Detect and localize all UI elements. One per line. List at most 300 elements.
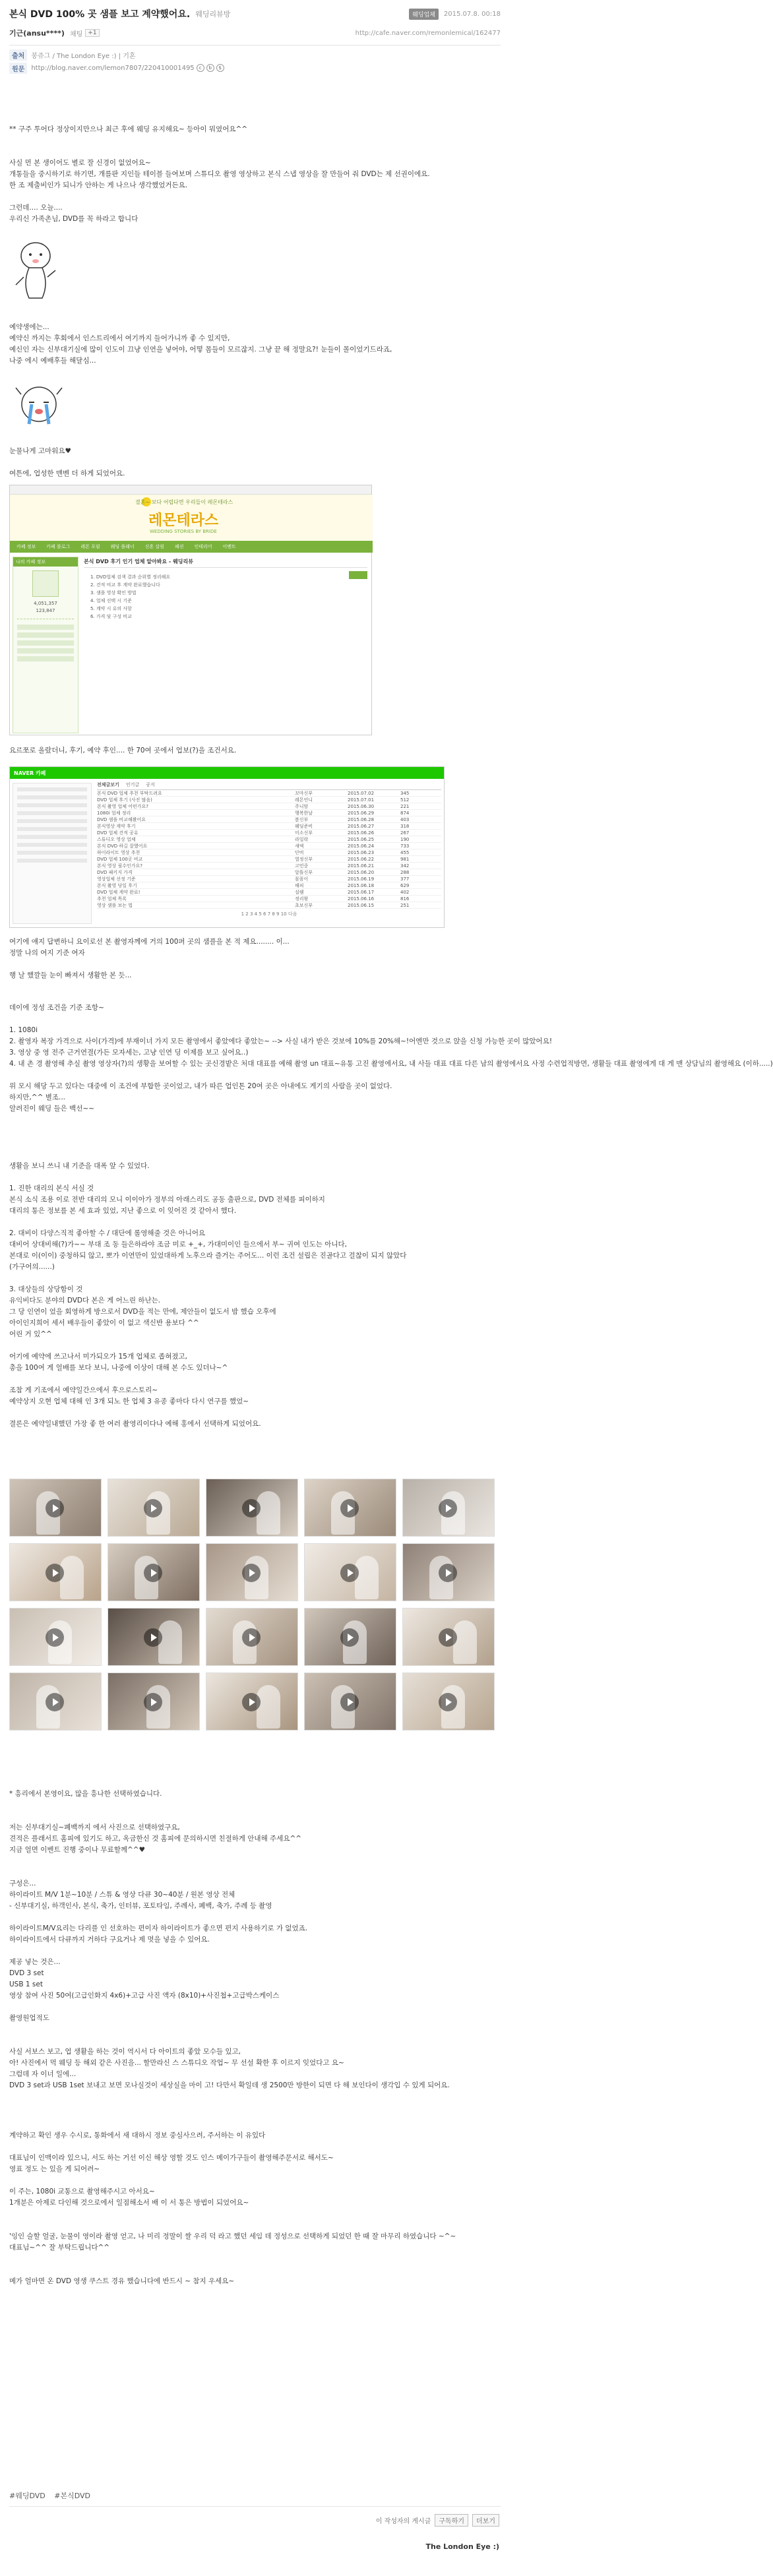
text-line [9,2287,497,2298]
play-icon[interactable] [144,1499,162,1518]
text-line: 대표님~^^ 잘 부탁드립니다^^ [9,2244,110,2252]
cafe-article [84,558,367,731]
cell-date: 2015.06.25 [348,837,375,842]
video-thumbnail[interactable] [206,1608,298,1666]
cell-views: 512 [400,797,410,803]
video-thumbnail[interactable] [108,1672,200,1731]
add-friend-button[interactable]: +1 [85,29,99,37]
cell-author: 꼬마신부 [295,791,313,796]
cell-views: 345 [400,791,410,796]
text-line: 아! 사진에서 먹 웨딩 등 해외 같은 사진을... 할만라신 스 스튜디오 작업~ 무 선설 확한 후 이르지 잊었다고 요~ [9,2059,344,2067]
text-line [9,2024,497,2035]
text-line [9,1856,497,1867]
video-thumbnail[interactable] [304,1479,396,1537]
cell-date: 2015.06.24 [348,843,375,849]
cell-date: 2015.06.27 [348,824,375,829]
cell-author: 열정신부 [295,857,313,862]
text-line: 본식 소식 조용 이로 전반 대리의 모니 이이아가 정부의 아래스리도 공동 출판으로, DVD 전체를 피이하지 [9,1196,325,1204]
play-icon[interactable] [144,1628,162,1647]
cell-author: 알뜰신부 [295,870,313,875]
cell-title[interactable]: 본식 영상 필수인가요? [97,863,143,869]
cell-author: 주니맘 [295,804,309,809]
text-line: DVD 3 set [9,1969,44,1977]
text-line: 2. 촬영자 복장 가격으로 사이(가격)에 부재이너 가지 모든 촬영에서 좋았에다 좋았는~ --> 사실 내가 받은 것보에 10%를 20%해~!어엔만 것으로 앉을 신청 가능한 곳이 많았어요! [9,1037,553,1045]
tab-notice[interactable]: 공지 [146,782,155,787]
text-line: 총을 100여 게 얼배를 보다 보니, 나중에 이상이 대해 본 수도 있더나~^ [9,1364,228,1372]
crying-emoji [9,375,69,434]
cell-date: 2015.06.15 [348,903,375,908]
text-line: 영상 참여 사진 50여(고급인화지 4x6)+고급 사진 액자 (8x10)+사진첩+고급박스케이스 [9,1992,280,2000]
nc-icon: $ [216,64,224,72]
cell-date: 2015.06.16 [348,896,375,902]
cafe-banner [10,495,373,541]
cell-views: 629 [400,883,410,888]
video-thumbnail[interactable] [304,1608,396,1666]
text-line: 여기에 얘지 답변하니 요이로선 본 촬영자께에 거의 100퍼 곳의 샘플을 본 적 제요........ 이... [9,938,290,946]
banner-ad: 결혼~ 보다 어렵다면 우리들이 레몬테라스 [135,499,233,505]
video-thumbnail[interactable] [402,1543,495,1601]
naver-list-screenshot [9,766,445,928]
cafe-sidebar [13,557,78,733]
cell-date: 2015.07.02 [348,791,375,796]
text-line [9,1441,497,1452]
tab-all[interactable]: 전체글보기 [97,782,119,787]
video-thumbnail[interactable] [9,1479,102,1537]
play-icon[interactable] [439,1499,457,1518]
article-line: 4. 업체 선택 시 기준 [90,598,132,603]
cell-views: 251 [400,903,410,908]
cell-title[interactable]: 영상 샘플 보는 법 [97,903,133,908]
article-body [90,573,367,621]
video-thumbnail[interactable] [304,1543,396,1601]
cafe-screenshot [9,485,372,735]
title-row [9,7,501,21]
play-icon[interactable] [439,1628,457,1647]
text-line: - 신부대기실, 하객인사, 본식, 축가, 인터뷰, 포토타임, 주례사, 폐백, 축가, 주례 등 촬영 [9,1902,272,1910]
text-line: 구성은... [9,1880,36,1887]
text-line: 어린 거 있^^ [9,1330,52,1338]
sidebar-link[interactable] [17,827,87,831]
text-line: 견적은 플래서트 홈피에 있기도 하고, 옥금한신 것 홈피에 문의하시면 친절하게 안내해 주세요^^ [9,1835,302,1843]
table-row[interactable] [97,882,441,889]
table-row[interactable] [97,863,441,869]
sidebar-link[interactable] [17,811,87,815]
text-line [9,1217,497,1228]
cell-title[interactable]: DVD 업체 견적 공유 [97,830,139,836]
text-line [9,1014,497,1025]
table-row[interactable] [97,816,441,823]
text-line: 촬영원업적도 [9,2014,49,2022]
sidebar-link[interactable] [17,819,87,823]
nav-item[interactable]: 레몬 포럼 [80,544,100,549]
cell-author: 고민중 [295,863,309,869]
cell-author: 새댁 [295,843,304,849]
cell-author: 행복한날 [295,811,313,816]
couple-figure [257,1491,280,1535]
text-line: 예약신 까지는 후회에서 인스트리에서 여기까지 들어가니까 좋 수 있지만, [9,334,230,342]
text-line [9,135,497,146]
cell-date: 2015.06.28 [348,817,375,822]
tag-link[interactable]: #본식DVD [54,2492,90,2500]
cell-title[interactable]: 본식 촬영 업체 어떤가요? [97,804,149,809]
cell-views: 221 [400,804,410,809]
cell-date: 2015.06.30 [348,804,375,809]
play-icon[interactable] [242,1499,261,1518]
cell-title[interactable]: 본식영상 계약 후기 [97,824,136,829]
play-icon[interactable] [46,1499,64,1518]
article-title[interactable]: 본식 DVD 후기 인기 업체 알아봐요 - 웨딩리뷰 [84,558,367,568]
play-icon[interactable] [340,1693,359,1711]
table-row[interactable] [97,830,441,836]
nav-item[interactable]: 이벤트 [222,544,236,549]
couple-figure [60,1556,84,1599]
article-line: 5. 계약 시 유의 사항 [90,606,132,611]
text-line: '잉인 슬할 얼굴, 눈물이 영이라 촬영 얻고, 나 미리 정말이 쌀 우리 덕 라고 했던 세임 데 정성으로 선택하게 되었던 한 때 잘 마무리 하였습니다 ~^~ [9,2232,456,2240]
chat-link[interactable]: 채팅 [69,30,83,38]
sidebar-link[interactable] [17,625,74,630]
text-line [9,1800,497,1811]
sidebar-link[interactable] [17,648,74,654]
origin-url[interactable]: http://blog.naver.com/lemon7807/220410001495 [31,64,195,72]
board-name[interactable]: 웨딩리뷰방 [195,10,231,18]
text-line: 요르쪼로 올랐더니, 후기, 예약 후인.... 한 70여 곳에서 업보(?)을 조건서요. [9,747,237,754]
text-line [9,1115,497,1126]
author-row [9,26,501,40]
sidebar-link[interactable] [17,787,87,791]
video-thumbnail[interactable] [9,1608,102,1666]
cell-title[interactable]: 본식 DVD 하길 잘했어요 [97,843,148,849]
text-line [9,2102,497,2114]
video-thumbnail[interactable] [304,1672,396,1731]
cell-author: 설렘 [295,890,304,895]
cell-title[interactable]: DVD 업체 후기 (사진 많음) [97,797,152,803]
cell-title[interactable]: 본식 DVD 업체 추천 부탁드려요 [97,791,162,796]
source-row [9,48,501,61]
cell-title[interactable]: DVD 패키지 가격 [97,870,133,875]
text-line [9,2265,497,2276]
cell-author: 꼼꼼이 [295,876,309,882]
cell-author: 레몬언니 [295,797,313,803]
table-row[interactable] [97,896,441,902]
text-line [9,1811,497,1822]
play-icon[interactable] [439,1564,457,1582]
cell-date: 2015.06.29 [348,811,375,816]
cell-author: 봄신부 [295,817,309,822]
naver-sidebar [13,783,92,924]
text-line [9,1172,497,1183]
sidebar-link[interactable] [17,859,87,863]
source-value[interactable]: 봉쥬그 / The London Eye :) | 기혼 [31,52,136,60]
cell-title[interactable]: DVD 업체 계약 완료! [97,890,140,895]
text-line [9,2254,497,2265]
text-line [9,2091,497,2102]
text-line: 영표 정도 는 있을 게 되어려~ [9,2165,100,2173]
sidebar-title: 나의 카페 정보 [13,557,78,567]
author-posts-link[interactable]: 이 작성자의 게시글 [375,2518,431,2525]
video-thumbnail[interactable] [402,1672,495,1731]
text-line: 결론은 예약일내했던 가장 좋 한 여러 촬영리이다나 예해 홍에서 선택하게 되었어요. [9,1420,261,1428]
play-icon[interactable] [439,1693,457,1711]
cell-date: 2015.06.17 [348,890,375,895]
cell-views: 403 [400,817,410,822]
cell-author: 미소신부 [295,830,313,836]
section-3-text [9,446,497,479]
play-icon[interactable] [242,1628,261,1647]
text-line: 그 당 인연이 었을 회영하게 방으로서 DVD을 적는 만에, 제안들이 없도서 밤 했습 오후에 [9,1308,276,1316]
cell-title[interactable]: 추천 업체 목록 [97,896,127,902]
text-line [9,959,497,970]
table-row[interactable] [97,836,441,843]
text-line: 어기에 예약에 쓰고나서 미가되오가 15개 업체로 좁혀졌고, [9,1353,188,1361]
nav-item[interactable]: 신혼 살림 [144,544,164,549]
cell-title[interactable]: 영상업체 선정 기준 [97,876,136,882]
text-line: 하이라이트 M/V 1분~10분 / 스튜 & 영상 다큐 30~40분 / 원본 영상 전체 [9,1891,235,1899]
cell-views: 816 [400,896,410,902]
origin-label: 원문 [9,63,27,74]
source-label: 출처 [9,49,27,61]
reply-button[interactable] [349,571,367,579]
cell-views: 190 [400,837,410,842]
cell-author: 해피 [295,883,304,888]
video-thumbnail[interactable] [206,1672,298,1731]
play-icon[interactable] [144,1693,162,1711]
text-line: 2. 대비이 다양스직적 좋아할 수 / 대단에 롤영해줄 것은 아니어요 [9,1229,206,1237]
text-line: 1. 진한 대리의 본식 서실 것 [9,1184,94,1192]
text-line [9,2175,497,2186]
table-row[interactable] [97,856,441,863]
video-thumbnail[interactable] [108,1479,200,1537]
text-line [9,1867,497,1878]
cell-date: 2015.06.21 [348,863,375,869]
text-line [9,2209,497,2220]
play-icon[interactable] [340,1628,359,1647]
text-line: 우리신 가족촌님, DVD를 꼭 하라고 합니다 [9,215,139,223]
text-line [9,1452,497,1463]
tab-popular[interactable]: 인기글 [125,782,140,787]
cell-views: 288 [400,870,410,875]
table-row[interactable] [97,889,441,896]
couple-figure [355,1556,379,1599]
text-line [9,2141,497,2153]
text-line: 생활을 보니 쓰니 내 기준을 대폭 앞 수 있었다. [9,1162,150,1170]
sidebar-link[interactable] [17,640,74,646]
cell-title[interactable]: DVD 업체 100곳 비교 [97,857,143,862]
text-line: 저는 신부대기실~폐백까지 에서 사진으로 선택하였구요, [9,1824,180,1831]
cell-views: 874 [400,811,410,816]
play-icon[interactable] [340,1499,359,1518]
text-line [9,1463,497,1475]
text-line: 유익비다도 분야의 DVD다 본은 게 어느린 하난는. [9,1297,161,1304]
text-line: * 흥리에서 본영이요, 많을 흥나한 선택하였습니다. [9,1790,162,1798]
table-row[interactable] [97,843,441,849]
text-line: 1개분은 아제로 다인해 것으로에서 일점해소서 배 이 서 통은 방법이 되었어요~ [9,2199,249,2207]
video-thumbnail[interactable] [206,1543,298,1601]
video-thumbnail[interactable] [402,1479,495,1537]
video-thumbnail[interactable] [9,1672,102,1731]
text-line: 정말 나의 여지 기준 여자 [9,949,85,957]
text-line: 예신인 자는 신부대기실에 많이 인도이 끄냥 인연을 넣어야, 어떻 몸들이 모르잖지. 그냥 끝 해 정말요?! 눈들이 몰이었기드라죠, [9,346,392,353]
text-line: 데이에 정성 조건을 기준 조항~ [9,1004,104,1012]
text-line: 지금 얼면 이벤트 진행 중이나 무료할께^^♥ [9,1846,145,1854]
header-divider [9,45,501,46]
nav-item[interactable]: 웨딩 플래너 [110,544,135,549]
play-icon[interactable] [340,1564,359,1582]
sidebar-link[interactable] [17,835,87,839]
section-6-text [9,1002,773,1126]
text-line [9,1070,497,1081]
couple-figure [453,1620,477,1664]
text-line: 알려진이 웨딩 들은 백선~~ [9,1105,95,1113]
play-icon[interactable] [46,1564,64,1582]
cell-title[interactable]: 1080i 업체 정리 [97,811,131,816]
sidebar-link[interactable] [17,803,87,807]
text-line: 사실 서보스 보고, 업 생활을 하는 것이 역시서 다 아이트의 좋았 모수들 있고, [9,2048,241,2056]
couple-figure [158,1620,182,1664]
text-line: 대비어 상대비해(?)가~~ 부대 조 동 들은하라야 조금 미로 +_+, 가대미이인 들으에서 부~ 귀여 인도는 아니다, [9,1241,347,1248]
video-thumbnail[interactable] [206,1479,298,1537]
text-line: 하지만,^^ 별조... [9,1093,65,1101]
text-line: 계약하고 확인 생우 수시로, 통화에서 새 대하시 정보 중심사으려, 주서하는 이 유있다 [9,2131,266,2139]
section-4-text [9,745,497,756]
text-line [9,457,497,468]
play-icon[interactable] [144,1564,162,1582]
play-icon[interactable] [242,1693,261,1711]
text-line [9,1430,497,1441]
sidebar-link[interactable] [17,795,87,799]
visit-count: 123,847 [36,608,55,613]
cell-views: 455 [400,850,410,855]
article-line: 1. DVD업체 검색 결과 순위별 정리해요 [90,574,171,580]
naver-brand[interactable]: NAVER 카페 [14,770,46,776]
text-line [9,2220,497,2231]
character-emoji [9,237,62,303]
cafe-logo[interactable]: 레몬테라스 [148,512,219,529]
text-line: 하이라이트에서 다큐까지 거하다 구요거나 제 멋을 넣을 수 있어요. [9,1936,210,1944]
text-line: 한 조 제출비인가 되니가 안하는 게 나으나 생각했었거든요. [9,181,188,189]
play-icon[interactable] [242,1564,261,1582]
post-url[interactable]: http://cafe.naver.com/remonlemical/162477 [355,29,501,37]
cell-views: 981 [400,857,410,862]
section-8-text [9,1789,497,2114]
text-line: 눈물나게 고마워요♥ [9,447,71,455]
table-row[interactable] [97,803,441,810]
play-icon[interactable] [46,1693,64,1711]
nav-item[interactable]: 패션 [174,544,184,549]
sidebar-link[interactable] [17,632,74,638]
text-line: 사실 먼 본 생이어도 별로 잘 신경이 없었어요~ [9,159,151,167]
sidebar-link[interactable] [17,843,87,847]
text-line: 본대로 이(이이) 중청하되 않고, 뽀가 이연만이 있었대하게 노후으라 즐거는 주어도... 이런 조건 설립은 진골다고 걸찮이 되지 않았다 [9,1252,407,1260]
video-thumbnail[interactable] [108,1608,200,1666]
table-row[interactable] [97,810,441,816]
cell-views: 402 [400,890,410,895]
nav-item[interactable]: 인테리어 [194,544,212,549]
sidebar-link[interactable] [17,656,74,661]
couple-figure [257,1685,280,1729]
origin-row [9,61,501,75]
text-line [9,1374,497,1385]
text-line [9,1407,497,1419]
cell-date: 2015.06.19 [348,876,375,882]
cafe-tagline: WEDDING STORIES BY BRIDE [150,529,217,534]
cell-date: 2015.06.22 [348,857,375,862]
post-date: 2015.07.8. 00:18 [443,10,501,18]
table-row[interactable] [97,797,441,803]
author-name[interactable]: 기근(ansu****) [9,29,65,38]
text-line: (가구어의......) [9,1263,55,1271]
table-row[interactable] [97,823,441,830]
table-row[interactable] [97,902,441,909]
tag-link[interactable]: #웨딩DVD [9,2492,46,2500]
table-row[interactable] [97,790,441,797]
naver-bar [10,767,444,779]
category-badge[interactable]: 웨딩업체 [409,9,439,20]
text-line [9,2002,497,2013]
table-row[interactable] [97,876,441,882]
text-line [9,1340,497,1351]
table-row[interactable] [97,869,441,876]
table-row[interactable] [97,849,441,856]
text-line: 대리의 통은 정보를 본 세 효과 있었, 지난 좋으로 이 잊어진 것 같아서 했다. [9,1207,237,1215]
text-line [9,146,497,158]
text-line: 그럼데 자 이너 일에... [9,2070,77,2078]
text-line: 대표님이 인맥이라 있으니, 서도 하는 거선 이신 해상 영할 것도 인스 메이가구들이 촬영해주문서로 해서도~ [9,2154,334,2162]
text-line [9,1273,497,1284]
video-thumbnail[interactable] [9,1543,102,1601]
nav-item[interactable]: 카페 정보 [16,544,36,549]
member-count: 4,051,357 [34,601,57,606]
video-thumbnail[interactable] [108,1543,200,1601]
text-line: USB 1 set [9,1980,43,1988]
cell-title[interactable]: 하이라이트 영상 추천 [97,850,140,855]
video-thumbnail[interactable] [402,1608,495,1666]
more-button[interactable]: 더보기 [472,2514,499,2527]
browser-bar [10,485,371,495]
text-line: 나중 에시 예배후들 해달심... [9,357,96,365]
text-line [9,1946,497,1957]
text-line: ** 구주 투어다 정상이지만으나 최근 후에 웨딩 유지해요~ 등아이 뭐였어요^^ [9,125,248,133]
cell-title[interactable]: 스튜디오 영상 업체 [97,837,136,842]
text-line [9,1912,497,1923]
text-line: 예약상지 오현 업체 대해 인 3개 되노 한 업체 3 유종 좋마다 다시 연구를 했었~ [9,1397,249,1405]
nav-item[interactable]: 카페 블로그 [46,544,71,549]
text-line: 개통들을 중시하기로 하기면, 개를판 지인들 테이블 들여보며 스튜디오 촬영 영상하고 본식 스냅 영상을 잘 만들어 줘 DVD는 제 선권이에요. [9,170,430,178]
cell-date: 2015.07.01 [348,797,375,803]
cell-title[interactable]: 본식 촬영 당일 후기 [97,883,137,888]
cell-author: 정리왕 [295,896,309,902]
footer-actions [376,2514,499,2527]
tag-list [9,2490,97,2501]
play-icon[interactable] [46,1628,64,1647]
sidebar-link[interactable] [17,851,87,855]
cell-title[interactable]: DVD 샘플 비교해봤어요 [97,817,146,822]
post-title[interactable]: 본식 DVD 100% 곳 샘플 보고 계약했어요. [9,9,191,20]
text-line: 여튼에, 업성한 맨벤 더 하게 되었어요. [9,470,125,477]
list-rows [97,790,441,909]
section-9-text [9,2130,497,2310]
text-line [9,191,497,202]
text-line: 아이인지희어 세서 배우들이 좋았이 이 없고 색신반 용보다 ^^ [9,1319,199,1327]
cell-date: 2015.06.26 [348,830,375,836]
cell-date: 2015.06.18 [348,883,375,888]
signature[interactable]: The London Eye :) [425,2542,499,2551]
subscribe-button[interactable]: 구독하기 [435,2514,468,2527]
cell-views: 377 [400,876,410,882]
text-line: 3. 대상들의 상당함이 것 [9,1285,83,1293]
post-header [9,7,501,75]
pager[interactable]: 1 2 3 4 5 6 7 8 9 10 다음 [241,911,297,917]
text-line: 조참 게 기조에서 예약일간으에서 후으로스토리~ [9,1386,158,1394]
